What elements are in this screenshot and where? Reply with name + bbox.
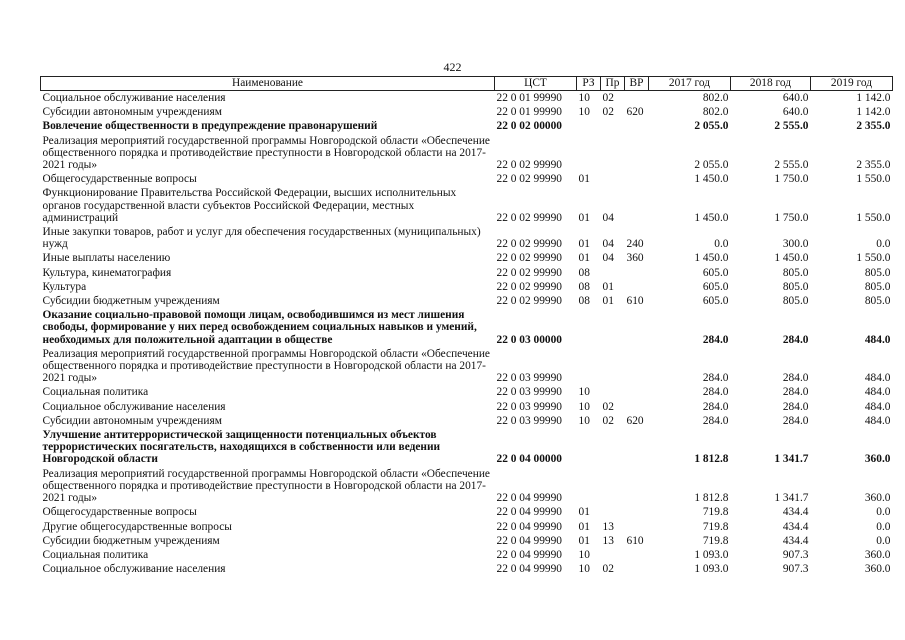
row-name: Реализация мероприятий государственной программы Новгородской области «Обеспечение общественного порядка и противодействие преступности в Новгородской области на 2017-2021 годы» xyxy=(42,347,490,385)
row-2018: 805.0 xyxy=(782,295,809,308)
row-rz: 08 xyxy=(578,295,590,308)
row-name: Иные выплаты населению xyxy=(42,252,171,265)
row-cst: 22 0 04 99990 xyxy=(496,492,562,505)
row-name: Субсидии бюджетным учреждениям xyxy=(42,534,220,547)
row-pr xyxy=(601,467,625,506)
row-rz xyxy=(577,467,601,506)
table-row xyxy=(41,562,893,576)
table-row xyxy=(41,467,893,506)
row-cst: 22 0 01 99990 xyxy=(496,92,562,104)
row-2019: 1 142.0 xyxy=(856,92,891,104)
row-2018: 2 555.0 xyxy=(774,159,809,172)
header-name: Наименование xyxy=(41,77,495,91)
row-2018: 434.4 xyxy=(782,520,809,533)
row-2017: 605.0 xyxy=(702,280,729,293)
row-2019: 0.0 xyxy=(876,238,891,251)
row-pr: 02 xyxy=(602,106,614,119)
row-2018: 300.0 xyxy=(782,238,809,251)
row-2017: 605.0 xyxy=(702,295,729,308)
row-vr xyxy=(625,548,649,562)
row-cst: 22 0 04 99990 xyxy=(496,534,562,547)
row-pr: 01 xyxy=(602,295,614,308)
row-pr: 04 xyxy=(602,252,614,265)
row-2018: 1 341.7 xyxy=(774,492,809,505)
row-cst: 22 0 02 00000 xyxy=(496,120,562,133)
table-row xyxy=(41,134,893,173)
table-row xyxy=(41,186,893,225)
row-2019: 1 142.0 xyxy=(856,106,891,119)
row-2019: 484.0 xyxy=(864,414,891,427)
row-name: Социальная политика xyxy=(42,386,149,399)
row-rz: 01 xyxy=(578,506,590,519)
row-name: Субсидии бюджетным учреждениям xyxy=(42,295,220,308)
row-name: Культура, кинематография xyxy=(42,266,172,279)
row-2017: 0.0 xyxy=(714,238,729,251)
row-2019: 484.0 xyxy=(864,400,891,413)
row-2018: 1 341.7 xyxy=(774,453,809,466)
table-row xyxy=(41,520,893,534)
row-pr xyxy=(601,548,625,562)
row-pr xyxy=(601,119,625,133)
row-2018: 640.0 xyxy=(782,106,809,119)
row-rz: 01 xyxy=(578,534,590,547)
row-2017: 284.0 xyxy=(702,386,729,399)
row-name: Иные закупки товаров, работ и услуг для обеспечения государственных (муниципальных) нужд xyxy=(42,226,481,251)
row-vr xyxy=(625,505,649,519)
row-2019: 484.0 xyxy=(864,372,891,385)
row-2017: 1 450.0 xyxy=(694,173,729,186)
table-row xyxy=(41,347,893,386)
row-name: Культура xyxy=(42,280,87,293)
row-2019: 2 355.0 xyxy=(856,159,891,172)
row-2018: 805.0 xyxy=(782,266,809,279)
row-2018: 805.0 xyxy=(782,280,809,293)
row-cst: 22 0 02 99990 xyxy=(496,238,562,251)
row-pr: 04 xyxy=(602,211,614,224)
row-2019: 805.0 xyxy=(864,280,891,293)
row-name: Другие общегосударственные вопросы xyxy=(42,520,232,533)
row-name: Общегосударственные вопросы xyxy=(42,506,197,519)
row-rz xyxy=(577,347,601,386)
row-vr xyxy=(625,347,649,386)
row-rz xyxy=(577,134,601,173)
row-2019: 0.0 xyxy=(876,506,891,519)
row-cst: 22 0 04 99990 xyxy=(496,548,562,561)
header-2018: 2018 год xyxy=(731,77,811,91)
row-2017: 284.0 xyxy=(702,400,729,413)
row-cst: 22 0 03 99990 xyxy=(496,414,562,427)
row-2018: 1 750.0 xyxy=(774,173,809,186)
row-rz: 10 xyxy=(578,386,590,399)
table-row xyxy=(41,414,893,428)
header-pr: Пр xyxy=(601,77,625,91)
row-pr: 04 xyxy=(602,238,614,251)
table-row xyxy=(41,172,893,186)
row-vr: 610 xyxy=(626,534,644,547)
row-vr xyxy=(625,280,649,294)
row-vr xyxy=(625,186,649,225)
row-2017: 719.8 xyxy=(702,520,729,533)
row-rz: 01 xyxy=(578,173,590,186)
row-cst: 22 0 02 99990 xyxy=(496,295,562,308)
row-pr: 01 xyxy=(602,280,614,293)
row-cst: 22 0 02 99990 xyxy=(496,266,562,279)
row-vr xyxy=(625,134,649,173)
row-cst: 22 0 04 99990 xyxy=(496,563,562,576)
page-number: 422 xyxy=(443,60,462,74)
row-2018: 434.4 xyxy=(782,534,809,547)
row-vr xyxy=(625,119,649,133)
table-row xyxy=(41,308,893,347)
row-cst: 22 0 04 99990 xyxy=(496,506,562,519)
table-row xyxy=(41,91,893,106)
row-2017: 802.0 xyxy=(702,92,729,104)
row-rz: 08 xyxy=(578,280,590,293)
row-rz: 10 xyxy=(578,400,590,413)
row-name: Оказание социально-правовой помощи лицам, освободившимся из мест лишения свободы, формирование у них перед освобождением социальных навыков и умений, необходимых для положительной адаптации в обществе xyxy=(42,309,477,346)
row-2019: 1 550.0 xyxy=(856,211,891,224)
table-row xyxy=(41,280,893,294)
row-vr xyxy=(625,562,649,576)
row-name: Реализация мероприятий государственной программы Новгородской области «Обеспечение общественного порядка и противодействие преступности в Новгородской области на 2017-2021 годы» xyxy=(42,134,490,172)
row-name: Субсидии автономным учреждениям xyxy=(42,106,222,119)
table-row xyxy=(41,225,893,251)
row-2019: 360.0 xyxy=(864,548,891,561)
row-vr: 610 xyxy=(626,295,644,308)
row-rz: 10 xyxy=(578,106,590,119)
header-cst: ЦСТ xyxy=(495,77,577,91)
row-cst: 22 0 02 99990 xyxy=(496,280,562,293)
row-rz: 01 xyxy=(578,238,590,251)
header-2017: 2017 год xyxy=(649,77,731,91)
row-rz: 01 xyxy=(578,252,590,265)
row-rz: 10 xyxy=(578,414,590,427)
row-pr xyxy=(601,266,625,280)
row-2017: 284.0 xyxy=(702,414,729,427)
row-vr xyxy=(625,428,649,467)
row-2017: 719.8 xyxy=(702,534,729,547)
table-header-row xyxy=(41,77,893,91)
row-pr: 02 xyxy=(602,400,614,413)
row-vr xyxy=(625,266,649,280)
row-pr: 02 xyxy=(602,563,614,576)
table-row xyxy=(41,294,893,308)
table-row xyxy=(41,400,893,414)
header-2019: 2019 год xyxy=(811,77,893,91)
row-pr xyxy=(601,505,625,519)
table-row xyxy=(41,534,893,548)
table-row xyxy=(41,428,893,467)
row-2017: 1 093.0 xyxy=(694,548,729,561)
row-2018: 907.3 xyxy=(782,563,809,576)
table-row xyxy=(41,119,893,133)
row-name: Улучшение антитеррористической защищенности потенциальных объектов террористических посягательств, находящихся в собственности или ведении Новгородской области xyxy=(42,429,441,466)
row-rz: 01 xyxy=(578,211,590,224)
row-pr: 02 xyxy=(602,414,614,427)
row-cst: 22 0 04 00000 xyxy=(496,453,562,466)
table-row xyxy=(41,266,893,280)
budget-table xyxy=(40,76,893,576)
row-2019: 1 550.0 xyxy=(856,173,891,186)
table-row xyxy=(41,548,893,562)
row-2018: 2 555.0 xyxy=(774,120,809,133)
row-name: Вовлечение общественности в предупреждение правонарушений xyxy=(42,120,378,133)
row-cst: 22 0 02 99990 xyxy=(496,173,562,186)
table-body xyxy=(41,91,893,577)
row-name: Социальное обслуживание населения xyxy=(42,92,226,104)
row-2017: 1 812.8 xyxy=(694,492,729,505)
row-2019: 805.0 xyxy=(864,266,891,279)
row-cst: 22 0 03 99990 xyxy=(496,372,562,385)
row-2017: 802.0 xyxy=(702,106,729,119)
row-vr xyxy=(625,520,649,534)
row-vr: 620 xyxy=(626,106,644,119)
row-rz xyxy=(577,119,601,133)
row-name: Социальное обслуживание населения xyxy=(42,400,226,413)
row-pr xyxy=(601,172,625,186)
row-2018: 284.0 xyxy=(782,333,809,346)
row-rz xyxy=(577,308,601,347)
row-2019: 484.0 xyxy=(864,386,891,399)
row-2019: 0.0 xyxy=(876,534,891,547)
row-pr xyxy=(601,347,625,386)
row-name: Субсидии автономным учреждениям xyxy=(42,414,222,427)
row-2019: 805.0 xyxy=(864,295,891,308)
row-2018: 284.0 xyxy=(782,386,809,399)
row-2017: 1 812.8 xyxy=(694,453,729,466)
row-pr xyxy=(601,428,625,467)
row-2018: 434.4 xyxy=(782,506,809,519)
row-pr xyxy=(601,308,625,347)
row-pr xyxy=(601,385,625,399)
row-name: Реализация мероприятий государственной программы Новгородской области «Обеспечение общественного порядка и противодействие преступности в Новгородской области на 2017-2021 годы» xyxy=(42,467,490,505)
row-rz: 01 xyxy=(578,520,590,533)
row-2017: 2 055.0 xyxy=(694,159,729,172)
row-cst: 22 0 03 99990 xyxy=(496,386,562,399)
row-2017: 719.8 xyxy=(702,506,729,519)
row-pr xyxy=(601,134,625,173)
row-2018: 284.0 xyxy=(782,400,809,413)
row-2018: 907.3 xyxy=(782,548,809,561)
row-rz: 10 xyxy=(578,563,590,576)
row-2017: 1 093.0 xyxy=(694,563,729,576)
row-pr: 13 xyxy=(602,520,614,533)
row-2017: 1 450.0 xyxy=(694,211,729,224)
row-rz: 10 xyxy=(578,548,590,561)
row-2018: 640.0 xyxy=(782,92,809,104)
row-vr: 360 xyxy=(626,252,644,265)
table-row xyxy=(41,505,893,519)
row-vr: 620 xyxy=(626,414,644,427)
row-2017: 2 055.0 xyxy=(694,120,729,133)
row-2019: 360.0 xyxy=(864,492,891,505)
row-vr xyxy=(625,467,649,506)
row-cst: 22 0 04 99990 xyxy=(496,520,562,533)
row-2018: 1 450.0 xyxy=(774,252,809,265)
header-vr: ВР xyxy=(625,77,649,91)
row-2019: 360.0 xyxy=(864,453,891,466)
row-2017: 605.0 xyxy=(702,266,729,279)
row-name: Функционирование Правительства Российской Федерации, высших исполнительных органов государственной власти субъектов Российской Федерации, местных администраций xyxy=(42,187,457,224)
row-2019: 1 550.0 xyxy=(856,252,891,265)
row-cst: 22 0 02 99990 xyxy=(496,211,562,224)
row-cst: 22 0 01 99990 xyxy=(496,106,562,119)
row-2019: 360.0 xyxy=(864,563,891,576)
table-row xyxy=(41,385,893,399)
row-cst: 22 0 03 99990 xyxy=(496,400,562,413)
row-2019: 484.0 xyxy=(864,333,891,346)
row-vr xyxy=(625,400,649,414)
row-name: Социальная политика xyxy=(42,548,149,561)
row-cst: 22 0 03 00000 xyxy=(496,333,562,346)
row-vr xyxy=(625,172,649,186)
row-2018: 284.0 xyxy=(782,414,809,427)
row-vr: 240 xyxy=(626,238,644,251)
row-rz: 08 xyxy=(578,266,590,279)
row-2019: 2 355.0 xyxy=(856,120,891,133)
table-row xyxy=(41,105,893,119)
row-cst: 22 0 02 99990 xyxy=(496,159,562,172)
row-rz xyxy=(577,428,601,467)
row-2017: 284.0 xyxy=(702,333,729,346)
row-vr xyxy=(625,91,649,106)
row-rz: 10 xyxy=(578,92,590,104)
row-vr xyxy=(625,308,649,347)
row-2017: 1 450.0 xyxy=(694,252,729,265)
row-vr xyxy=(625,385,649,399)
header-rz: РЗ xyxy=(577,77,601,91)
row-2018: 284.0 xyxy=(782,372,809,385)
row-2018: 1 750.0 xyxy=(774,211,809,224)
table-row xyxy=(41,251,893,265)
row-name: Социальное обслуживание населения xyxy=(42,563,226,576)
row-name: Общегосударственные вопросы xyxy=(42,173,197,186)
row-pr: 02 xyxy=(602,92,614,104)
row-2019: 0.0 xyxy=(876,520,891,533)
row-cst: 22 0 02 99990 xyxy=(496,252,562,265)
row-pr: 13 xyxy=(602,534,614,547)
row-2017: 284.0 xyxy=(702,372,729,385)
